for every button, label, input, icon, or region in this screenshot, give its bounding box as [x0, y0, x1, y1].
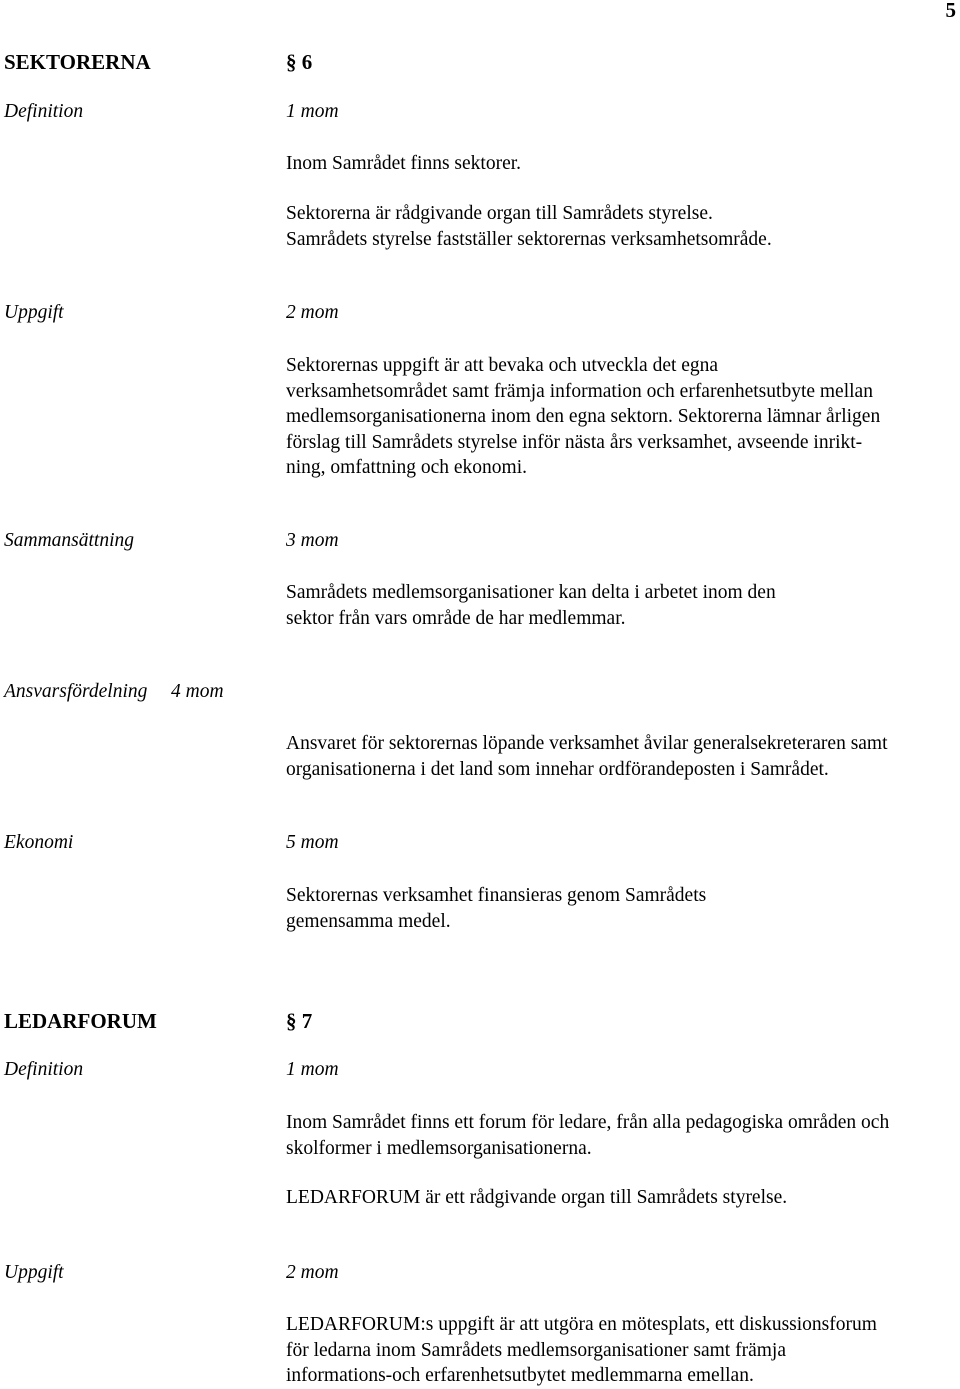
text-line: Sektorernas verksamhet finansieras genom Samrådets	[286, 885, 707, 906]
text-line: verksamhetsområdet samt främja information och erfarenhetsutbyte mellan	[286, 380, 873, 402]
body-paragraph	[286, 731, 960, 782]
text-line: informations-och erfarenhetsutbytet medlemmarna emellan.	[286, 1365, 754, 1386]
text-line: Sektorerna är rådgivande organ till Samrådets styrelse.	[286, 203, 713, 224]
text-line: medlemsorganisationerna inom den egna sektorn. Sektorerna lämnar årligen	[286, 406, 881, 427]
text-line: Samrådets medlemsorganisationer kan delta i arbetet inom den	[286, 582, 776, 603]
part-mom: 1 mom	[286, 101, 339, 122]
text-line: förslag till Samrådets styrelse inför nästa års verksamhet, avseende inrikt-	[286, 431, 863, 453]
text-line: skolformer i medlemsorganisationerna.	[286, 1137, 592, 1159]
text-line: Sektorernas uppgift är att bevaka och utveckla det egna	[286, 355, 719, 376]
part-mom: 4 mom	[171, 681, 224, 702]
part-mom: 2 mom	[286, 1262, 339, 1283]
section-title-ledarforum: LEDARFORUM	[4, 1009, 157, 1033]
body-paragraph	[286, 201, 960, 252]
text-line: organisationerna i det land som innehar ordförandeposten i Samrådet.	[286, 758, 829, 780]
text-line: Inom Samrådet finns ett forum för ledare, från alla pedagogiska områden och	[286, 1112, 890, 1133]
part-label-sammansattning: Sammansättning	[4, 530, 135, 551]
part-label-uppgift: Uppgift	[4, 1262, 64, 1283]
section-paragraph-number: § 7	[286, 1009, 313, 1033]
text-line: för ledarna inom Samrådets medlemsorganisationer samt främja	[286, 1339, 786, 1361]
body-paragraph	[286, 151, 960, 177]
part-mom: 5 mom	[286, 832, 339, 853]
part-label-uppgift: Uppgift	[4, 302, 64, 323]
part-label-definition: Definition	[4, 1059, 84, 1080]
body-paragraph	[286, 1312, 960, 1389]
text-line: Samrådets styrelse fastställer sektorernas verksamhetsområde.	[286, 228, 772, 250]
text-line: ning, omfattning och ekonomi.	[286, 457, 528, 478]
body-paragraph	[286, 580, 960, 631]
text-line: Inom Samrådet finns sektorer.	[286, 153, 522, 174]
section-paragraph-number: § 6	[286, 50, 313, 74]
text-line: sektor från vars område de har medlemmar.	[286, 607, 626, 629]
body-paragraph	[286, 1185, 960, 1211]
text-line: LEDARFORUM är ett rådgivande organ till Samrådets styrelse.	[286, 1187, 788, 1208]
text-line: gemensamma medel.	[286, 910, 451, 932]
text-line: LEDARFORUM:s uppgift är att utgöra en mötesplats, ett diskussionsforum	[286, 1314, 877, 1335]
page-number: 5	[945, 0, 956, 22]
part-label-definition: Definition	[4, 101, 84, 122]
text-line: Ansvaret för sektorernas löpande verksamhet åvilar generalsekreteraren samt	[286, 733, 888, 754]
body-paragraph	[286, 883, 960, 934]
part-mom: 1 mom	[286, 1059, 339, 1080]
body-paragraph	[286, 353, 960, 481]
part-mom: 2 mom	[286, 302, 339, 323]
part-label-ansvarsfordelning: Ansvarsfördelning	[4, 681, 148, 702]
part-mom: 3 mom	[286, 530, 339, 551]
body-paragraph	[286, 1110, 960, 1161]
part-label-ekonomi: Ekonomi	[4, 832, 74, 853]
section-title-sektorerna: SEKTORERNA	[4, 50, 151, 74]
